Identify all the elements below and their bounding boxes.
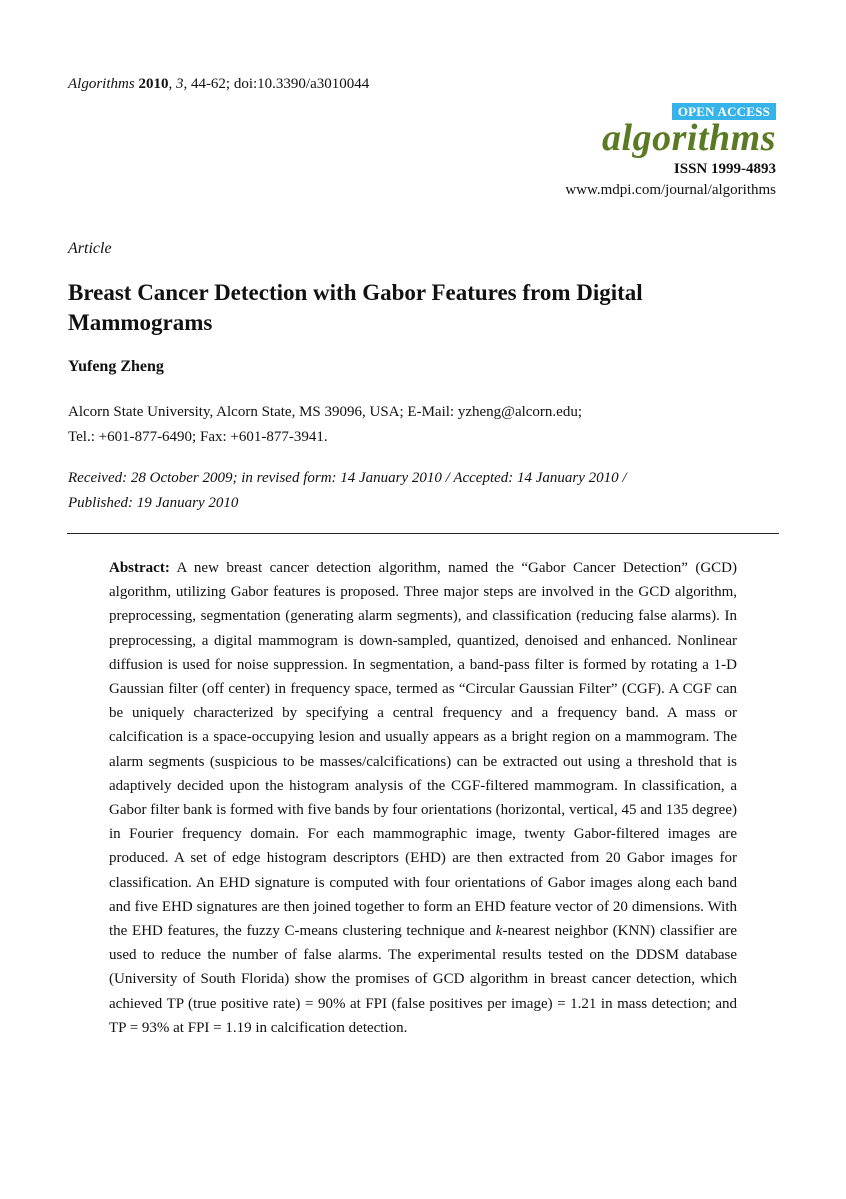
journal-logo: algorithms [602,117,776,159]
publication-dates [68,466,627,516]
abstract-text-1: A new breast cancer detection algorithm, named the “Gabor Cancer Detection” (GCD) algorithm, utilizing Gabor features is proposed. Three major steps are involved in the GCD algorithm, preprocessing, segmentation (generating alarm segments), and classification (reducing false alarms). In preprocessing, a digital mammogram is down-sampled, quantized, denoised and enhanced. Nonlinear diffusion is used for noise suppression. In segmentation, a band-pass filter is formed by rotating a 1-D Gaussian filter (off center) in frequency space, termed as “Circular Gaussian Filter” (CGF). A CGF can be uniquely characterized by specifying a central frequency and a frequency band. A mass or calcification is a space-occupying lesion and usually appears as a bright region on a mammogram. The alarm segments (suspicious to be masses/calcifications) can be extracted out using a threshold that is adaptively decided upon the histogram analysis of the CGF-filtered mammogram. In classification, a Gabor filter bank is formed with five bands by four orientations (horizontal, vertical, 45 and 135 degree) in Fourier frequency domain. For each mammographic image, twenty Gabor-filtered images are produced. A set of edge histogram descriptors (EHD) are then extracted from 20 Gabor images for classification. An EHD signature is computed with four orientations of Gabor images along each band and five EHD signatures are then joined together to form an EHD feature vector of 20 dimensions. With the EHD features, the fuzzy C-means clustering technique and [109,560,737,940]
issn: ISSN 1999-4893 [673,161,776,177]
open-access-badge: OPEN ACCESS [672,103,776,120]
journal-volume: 3 [175,76,184,92]
abstract-label: Abstract: [109,560,170,576]
citation-rest: , 44-62; doi:10.3390/a3010044 [183,76,370,92]
affiliation [68,400,582,450]
journal-name: Algorithms [68,76,135,92]
journal-url[interactable]: www.mdpi.com/journal/algorithms [565,182,776,198]
title-line-2: Mammograms [68,310,213,335]
dates-line-1: Received: 28 October 2009; in revised form: 14 January 2010 / Accepted: 14 January 2010 / [68,470,627,486]
divider [67,533,779,534]
affiliation-line-2: Tel.: +601-877-6490; Fax: +601-877-3941. [68,429,328,445]
citation-separator: , [168,76,176,92]
citation-line [68,76,369,93]
title-line-1: Breast Cancer Detection with Gabor Features from Digital [68,280,643,305]
abstract-text-2: -nearest neighbor (KNN) classifier are used to reduce the number of false alarms. The experimental results tested on the DDSM database (University of South Florida) show the promises of GCD algorithm in breast cancer detection, which achieved TP (true positive rate) = 90% at FPI (false positives per image) = 1.21 in mass detection; and TP = 93% at FPI = 1.19 in calcification detection. [109,923,737,1036]
author-name: Yufeng Zheng [68,358,164,375]
abstract-k-italic: k [495,923,503,940]
paper-title [68,278,768,338]
affiliation-line-1: Alcorn State University, Alcorn State, MS 39096, USA; E-Mail: yzheng@alcorn.edu; [68,404,583,420]
article-type: Article [68,240,112,257]
abstract [109,556,737,1040]
journal-year: 2010 [138,76,169,92]
dates-line-2: Published: 19 January 2010 [68,495,239,511]
